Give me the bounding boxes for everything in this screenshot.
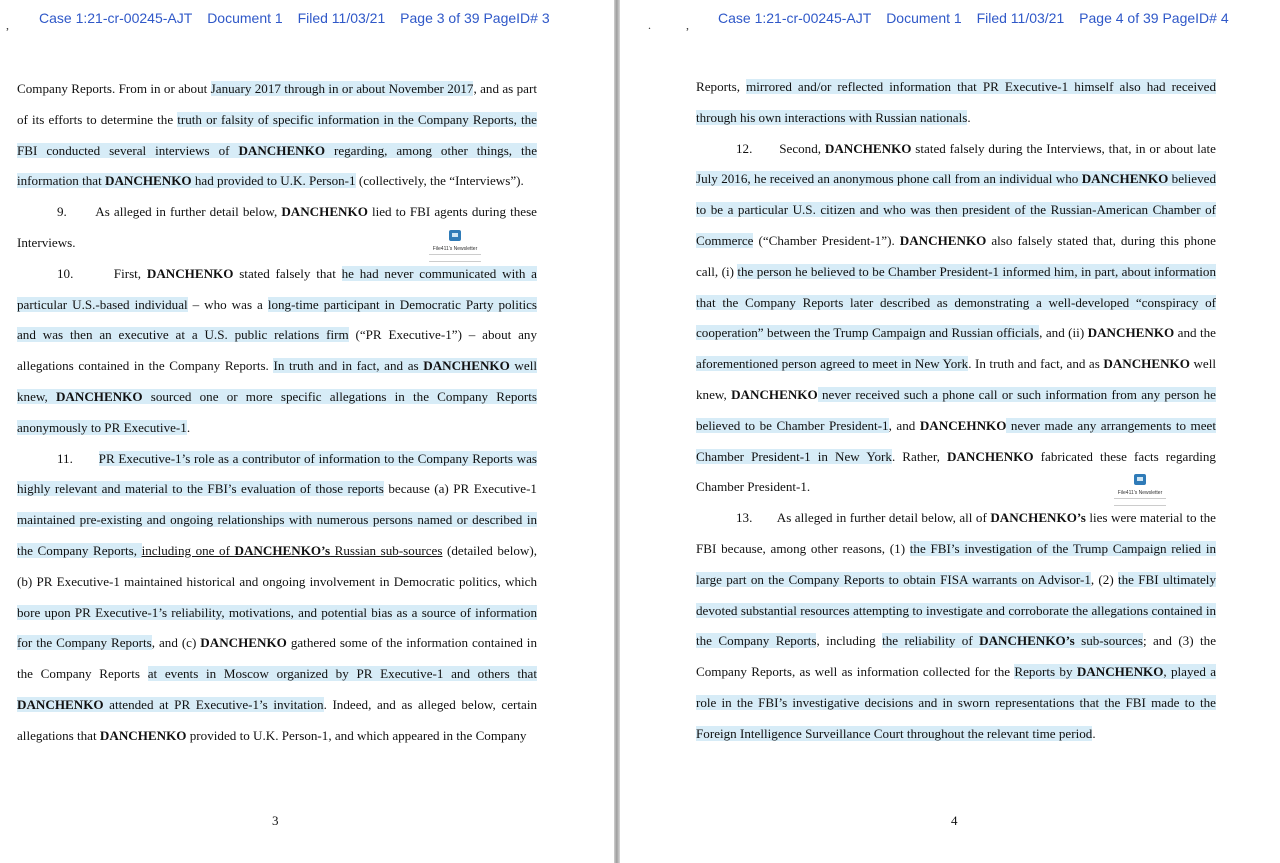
paragraph-continued: Company Reports. From in or about January 2017 through in or about November 2017, and as part of its efforts to determine the truth or falsity of specific information in the Company Reports, the FBI conducted several interviews of DANCHENKO regarding, among other things, the information that DANCHENKO had provided to U.K. Person-1 (collectively, the “Interviews”).	[17, 81, 537, 189]
filed-date: Filed 11/03/21	[297, 10, 386, 26]
paragraph-9: 9. As alleged in further detail below, DANCHENKO lied to FBI agents during these Interviews.	[17, 204, 537, 250]
paragraph-continued: Reports, mirrored and/or reflected information that PR Executive-1 himself also had received through his own interactions with Russian nationals.	[696, 79, 1216, 125]
newsletter-logo-icon	[1134, 474, 1146, 485]
scan-mark: .	[648, 18, 651, 32]
document-page-4	[620, 0, 1280, 863]
paragraph-13: 13. As alleged in further detail below, all of DANCHENKO’s lies were material to the FBI because, among other reasons, (1) the FBI’s investigation of the Trump Campaign relied in large part on the Company Reports to obtain FISA warrants on Advisor-1, (2) the FBI ultimately devoted substantial resources attempting to investigate and corroborate the allegations contained in the Company Reports, including the reliability of DANCHENKO’s sub-sources; and (3) the Company Reports, as well as information collected for the Reports by DANCHENKO, played a role in the FBI’s investigative decisions and in sworn representations that the FBI made to the Foreign Intelligence Surveillance Court throughout the relevant time period.	[696, 510, 1217, 741]
page-header	[39, 10, 561, 26]
paragraph-10: 10. First, DANCHENKO stated falsely that he had never communicated with a particular U.S.-based individual – who was a long-time participant in Democratic Party politics and was then an executive at a U.S. public relations firm (“PR Executive-1”) – about any allegations contained in the Company Reports. In truth and in fact, and as DANCHENKO well knew, DANCHENKO sourced one or more specific allegations in the Company Reports anonymously to PR Executive-1.	[17, 265, 538, 435]
case-number: Case 1:21-cr-00245-AJT	[718, 10, 872, 26]
newsletter-watermark: File411's Newsletter	[423, 228, 487, 262]
newsletter-watermark: File411's Newsletter	[1108, 472, 1172, 506]
filed-date: Filed 11/03/21	[976, 10, 1065, 26]
page-body	[17, 74, 537, 752]
paragraph-number: 13.	[736, 510, 753, 526]
scan-mark: ,	[686, 18, 689, 32]
case-number: Case 1:21-cr-00245-AJT	[39, 10, 193, 26]
page-header	[718, 10, 1240, 26]
newsletter-logo-icon	[449, 230, 461, 241]
page-id: Page 3 of 39 PageID# 3	[400, 10, 550, 26]
paragraph-number: 10.	[57, 265, 74, 281]
document-page-3	[0, 0, 614, 863]
paragraph-number: 12.	[736, 140, 753, 156]
document-number: Document 1	[886, 10, 962, 26]
page-number: 4	[951, 813, 958, 828]
paragraph-12: 12. Second, DANCHENKO stated falsely during the Interviews, that, in or about late July 2016, he received an anonymous phone call from an individual who DANCHENKO believed to be a particular U.S. citizen and who was then president of the Russian-American Chamber of Commerce (“Chamber President-1”). DANCHENKO also falsely stated that, during this phone call, (i) the person he believed to be Chamber President-1 informed him, in part, about information that the Company Reports later described as demonstrating a well-developed “conspiracy of cooperation” between the Trump Campaign and Russian officials, and (ii) DANCHENKO and the aforementioned person agreed to meet in New York. In truth and fact, and as DANCHENKO well knew, DANCHENKO never received such a phone call or such information from any person he believed to be Chamber President-1, and DANCEHNKO never made any arrangements to meet Chamber President-1 in New York. Rather, DANCHENKO fabricated these facts regarding Chamber President-1.	[696, 140, 1217, 495]
scan-mark: ,	[6, 18, 9, 32]
document-number: Document 1	[207, 10, 283, 26]
page-id: Page 4 of 39 PageID# 4	[1079, 10, 1229, 26]
page-body	[696, 72, 1216, 750]
page-number: 3	[272, 813, 279, 828]
paragraph-11: 11. PR Executive-1’s role as a contributor of information to the Company Reports was highly relevant and material to the FBI’s evaluation of those reports because (a) PR Executive-1 maintained pre-existing and ongoing relationships with numerous persons named or described in the Company Reports, including one of DANCHENKO’s Russian sub-sources (detailed below), (b) PR Executive-1 maintained historical and ongoing involvement in Democratic politics, which bore upon PR Executive-1’s reliability, motivations, and potential bias as a source of information for the Company Reports, and (c) DANCHENKO gathered some of the information contained in the Company Reports at events in Moscow organized by PR Executive-1 and others that DANCHENKO attended at PR Executive-1’s invitation. Indeed, and as alleged below, certain allegations that DANCHENKO provided to U.K. Person-1, and which appeared in the Company	[17, 450, 537, 743]
paragraph-number: 9.	[57, 204, 67, 220]
paragraph-number: 11.	[57, 450, 73, 466]
